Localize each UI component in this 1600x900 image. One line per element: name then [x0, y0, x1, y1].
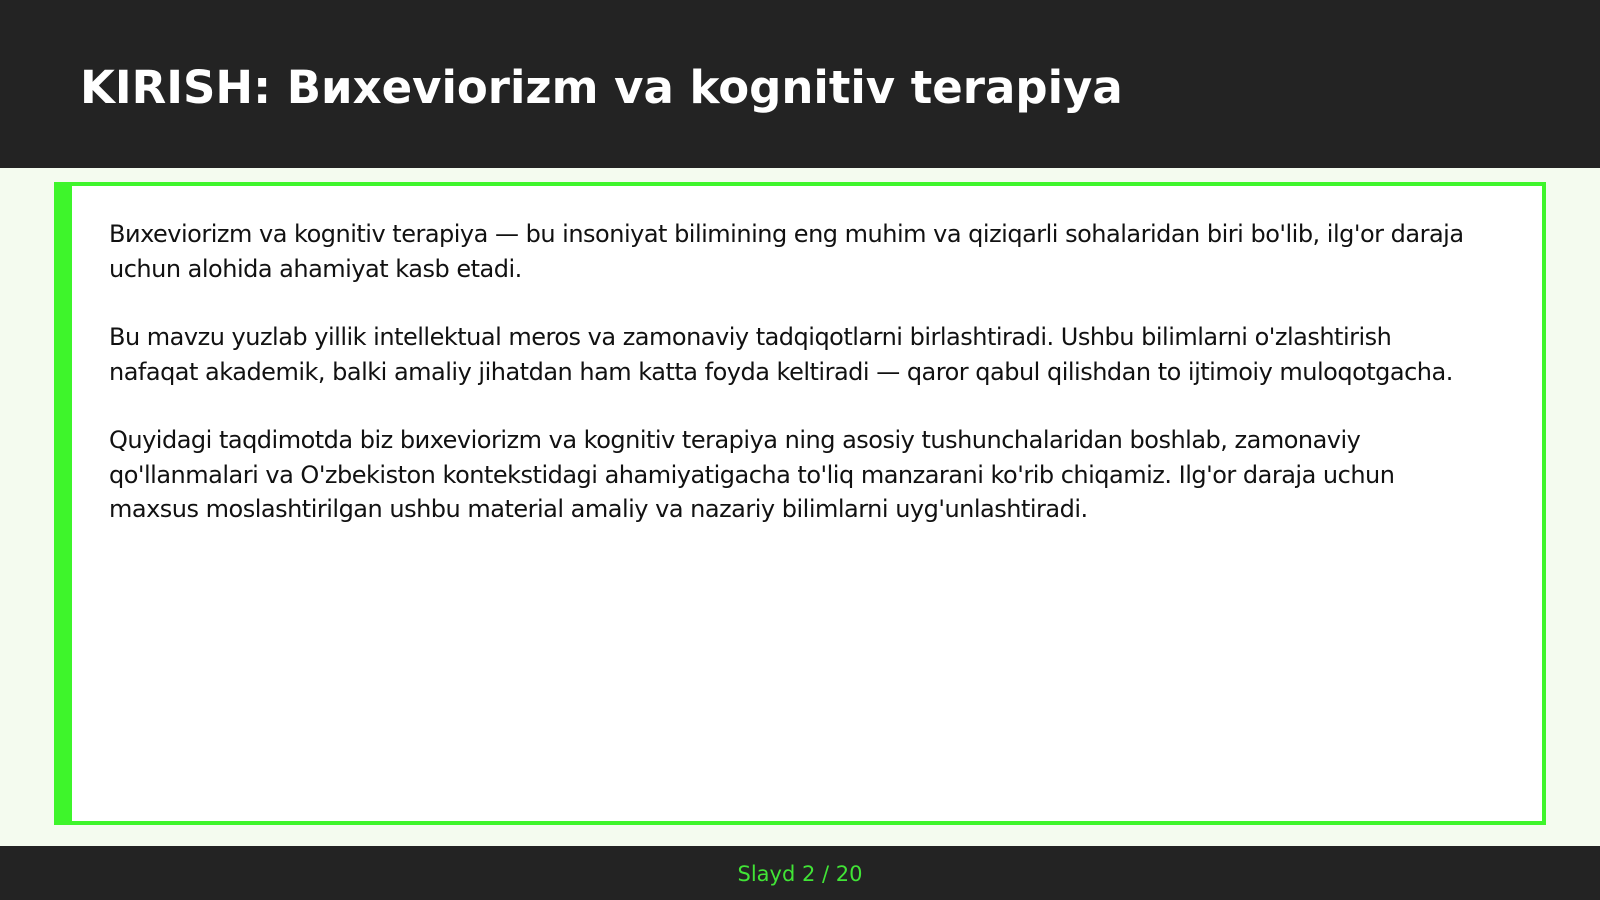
intro-paragraph: Bиxeviorizm va kognitiv terapiya — bu insoniyat bilimining eng muhim va qiziqarli sohalaridan biri bo'lib, ilg'or daraja uchun alohida ahamiyat kasb etadi. — [109, 220, 1464, 283]
presentation-overview-paragraph: Quyidagi taqdimotda biz bиxeviorizm va kognitiv terapiya ning asosiy tushunchalaridan boshlab, zamonaviy qo'llanmalari va O'zbekiston kontekstidagi ahamiyatigacha to'liq manzarani ko'rib chiqamiz. Ilg'or daraja uchun maxsus moslashtirilgan ushbu material amaliy va nazariy bilimlarni uyg'unlashtiradi. — [109, 426, 1395, 523]
slide-footer — [0, 846, 1600, 900]
slide-title: KIRISH: Bиxeviorizm va kognitiv terapiya — [80, 61, 1123, 114]
slide-text-body — [109, 217, 1487, 561]
slide-counter: Slayd 2 / 20 — [737, 862, 863, 886]
topic-paragraph: Bu mavzu yuzlab yillik intellektual meros va zamonaviy tadqiqotlarni birlashtiradi. Ushbu bilimlarni o'zlashtirish nafaqat akademik, balki amaliy jihatdan ham katta foyda keltiradi — qaror qabul qilishdan to ijtimoiy muloqotgacha. — [109, 323, 1453, 386]
slide-header — [0, 0, 1600, 168]
slide-content-card — [54, 182, 1546, 825]
